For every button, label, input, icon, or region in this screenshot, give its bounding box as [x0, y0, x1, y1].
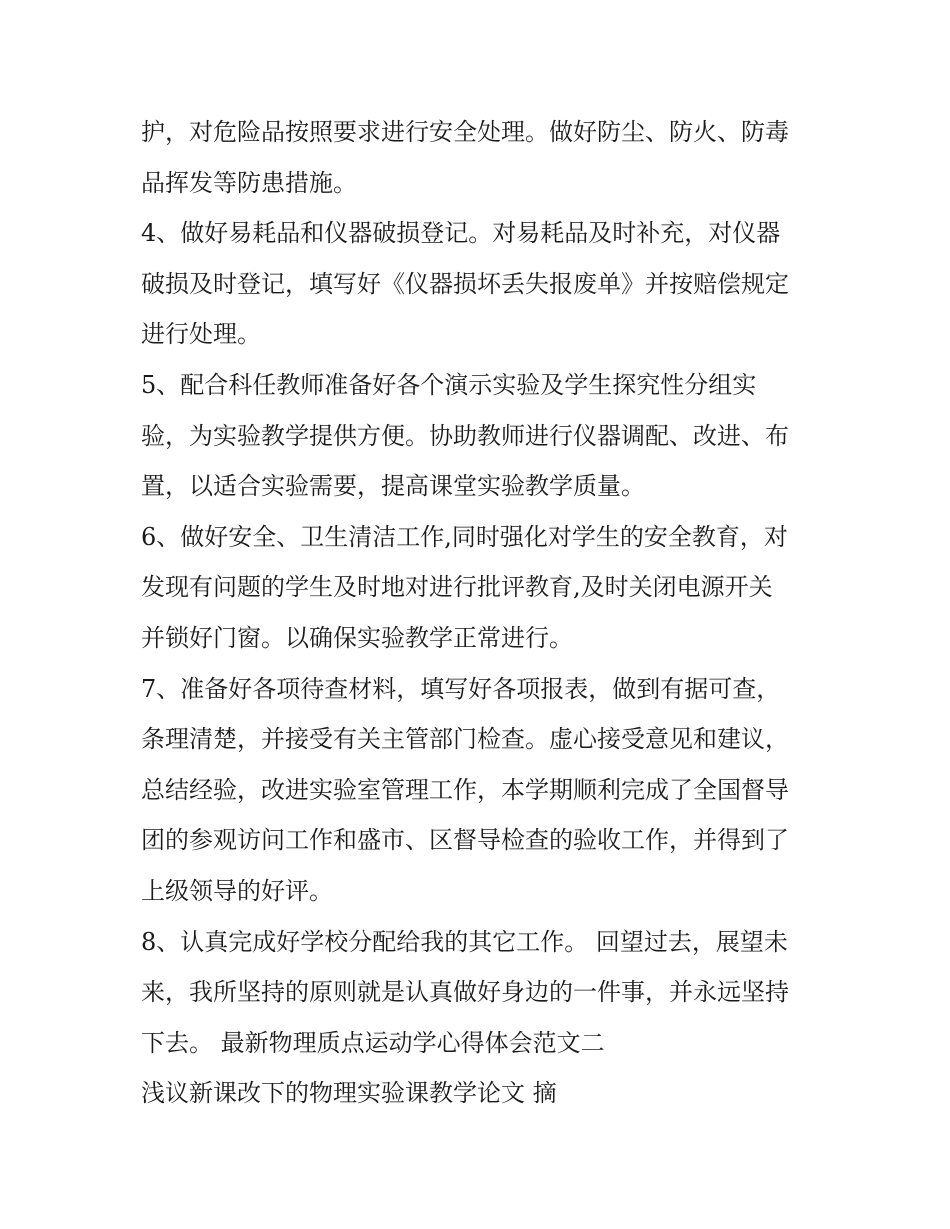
text-line: 并锁好门窗。以确保实验教学正常进行。	[141, 623, 573, 652]
text-line: 下去。 最新物理质点运动学心得体会范文二	[141, 1028, 605, 1057]
text-line: 浅议新课改下的物理实验课教学论文 摘	[141, 1079, 557, 1108]
text-line: 置，以适合实验需要，提高课堂实验教学质量。	[141, 472, 645, 501]
text-line: 进行处理。	[141, 320, 261, 349]
text-line: 破损及时登记，填写好《仪器损坏丢失报废单》并按赔偿规定	[141, 269, 789, 298]
text-line: 品挥发等防患措施。	[141, 168, 357, 197]
text-line: 来，我所坚持的原则就是认真做好身边的一件事，并永远坚持	[141, 978, 789, 1007]
text-line: 条理清楚，并接受有关主管部门检查。虚心接受意见和建议，	[141, 725, 789, 754]
text-line: 上级领导的好评。	[141, 876, 333, 905]
body-text	[141, 107, 831, 1119]
text-line: 6、做好安全、卫生清洁工作,同时强化对学生的安全教育，对	[141, 522, 788, 551]
text-line: 7、准备好各项待查材料，填写好各项报表，做到有据可查，	[141, 674, 781, 703]
text-line: 5、配合科任教师准备好各个演示实验及学生探究性分组实	[141, 370, 757, 399]
text-line: 验，为实验教学提供方便。协助教师进行仪器调配、改进、布	[141, 421, 789, 450]
text-line: 发现有问题的学生及时地对进行批评教育,及时关闭电源开关	[141, 573, 773, 602]
text-line: 总结经验，改进实验室管理工作，本学期顺利完成了全国督导	[141, 775, 789, 804]
text-line: 4、做好易耗品和仪器破损登记。对易耗品及时补充，对仪器	[141, 219, 781, 248]
text-line: 团的参观访问工作和盛市、区督导检查的验收工作，并得到了	[141, 826, 789, 855]
text-line: 护，对危险品按照要求进行安全处理。做好防尘、防火、防毒	[141, 118, 789, 146]
text-line: 8、认真完成好学校分配给我的其它工作。 回望过去，展望未	[141, 927, 788, 956]
